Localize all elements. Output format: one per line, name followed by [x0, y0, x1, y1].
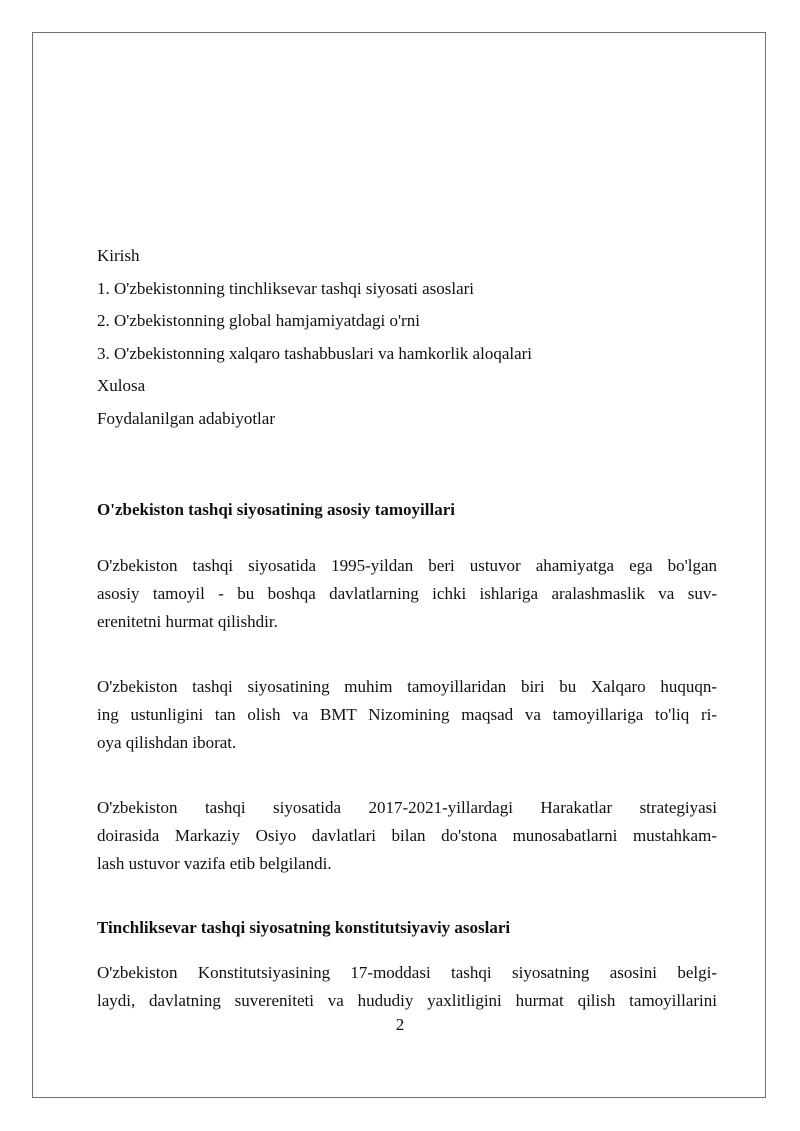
table-of-contents [97, 240, 717, 435]
paragraph-line: doirasida Markaziy Osiyo davlatlari bilan do'stona munosabatlarni mustahkam- [97, 826, 717, 845]
paragraph-3 [97, 794, 717, 878]
paragraph-line: erenitetni hurmat qilishdir. [97, 612, 278, 631]
toc-item-chapter-2: 2. O'zbekistonning global hamjamiyatdagi o'rni [97, 311, 420, 330]
paragraph-line: O'zbekiston tashqi siyosatida 1995-yildan beri ustuvor ahamiyatga ega bo'lgan [97, 556, 717, 575]
paragraph-line: asosiy tamoyil - bu boshqa davlatlarning ichki ishlariga aralashmaslik va suv- [97, 584, 717, 603]
paragraph-line: O'zbekiston Konstitutsiyasining 17-moddasi tashqi siyosatning asosini belgi- [97, 963, 717, 982]
paragraph-2 [97, 673, 717, 757]
paragraph-1 [97, 552, 717, 636]
paragraph-line: ing ustunligini tan olish va BMT Nizomining maqsad va tamoyillariga to'liq ri- [97, 705, 717, 724]
section-heading-constitution: Tinchliksevar tashqi siyosatning konstitutsiyaviy asoslari [97, 918, 511, 937]
paragraph-line: laydi, davlatning suvereniteti va hududiy yaxlitligini hurmat qilish tamoyillarini [97, 991, 717, 1010]
paragraph-line: lash ustuvor vazifa etib belgilandi. [97, 854, 332, 873]
section-heading-principles: O'zbekiston tashqi siyosatining asosiy tamoyillari [97, 500, 455, 519]
paragraph-4 [97, 959, 717, 1015]
paragraph-line: O'zbekiston tashqi siyosatining muhim tamoyillaridan biri bu Xalqaro huquqn- [97, 677, 717, 696]
toc-item-chapter-3: 3. O'zbekistonning xalqaro tashabbuslari va hamkorlik aloqalari [97, 343, 533, 363]
toc-item-introduction: Kirish [97, 246, 140, 265]
page-number: 2 [395, 1015, 405, 1034]
paragraph-line: oya qilishdan iborat. [97, 733, 237, 752]
paragraph-line: O'zbekiston tashqi siyosatida 2017-2021-yillardagi Harakatlar strategiyasi [97, 798, 717, 817]
toc-item-references: Foydalanilgan adabiyotlar [97, 408, 275, 428]
toc-item-chapter-1: 1. O'zbekistonning tinchliksevar tashqi siyosati asoslari [97, 278, 475, 298]
toc-item-conclusion: Xulosa [97, 376, 146, 395]
